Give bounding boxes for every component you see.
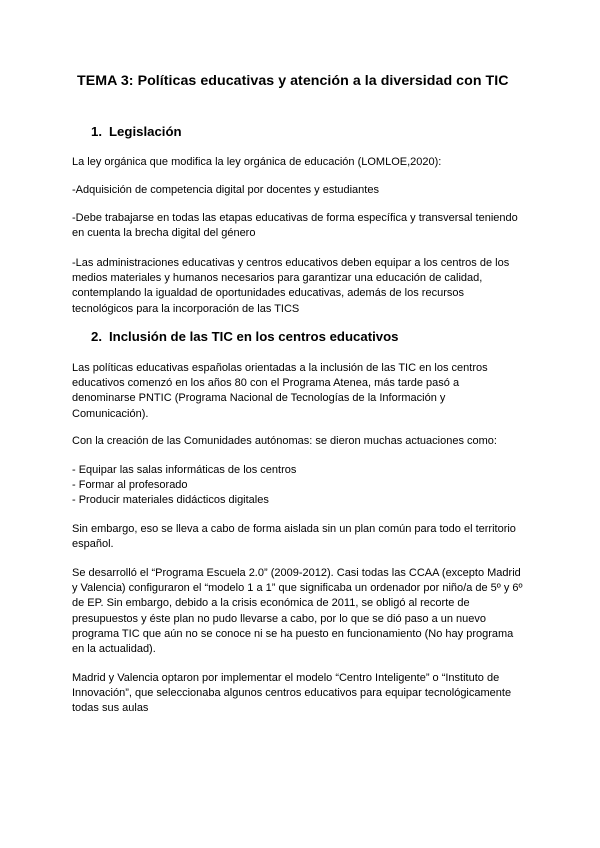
page-title: TEMA 3: Políticas educativas y atención a la diversidad con TIC: [77, 73, 509, 89]
text-line: Innovación”, que seleccionaba algunos centros educativos para equipar tecnológicamente: [72, 687, 512, 700]
text-line: español.: [72, 538, 114, 551]
text-line: presupuestos y éste plan no pudo llevarse a cabo, por lo que se dió paso a un nuevo: [72, 612, 487, 625]
text-line: La ley orgánica que modifica la ley orgánica de educación (LOMLOE,2020):: [72, 156, 442, 168]
section-number: 2.: [91, 329, 102, 344]
actions-list: [72, 463, 296, 509]
list-item: - Producir materiales didácticos digitales: [72, 494, 269, 507]
text-line: en cuenta la brecha digital del género: [72, 227, 256, 240]
section-number: 1.: [91, 124, 102, 139]
text-line: educativos comenzó en los años 80 con el Programa Atenea, más tarde pasó a: [72, 377, 460, 390]
text-line: -Adquisición de competencia digital por docentes y estudiantes: [72, 184, 379, 196]
paragraph-point-2: [72, 211, 532, 241]
text-line: contemplando la igualdad de oportunidades educativas, además de los recursos: [72, 287, 464, 300]
section-title: Legislación: [109, 124, 182, 139]
text-line: Madrid y Valencia optaron por implementar el modelo “Centro Inteligente” o “Instituto de: [72, 672, 500, 684]
text-line: Sin embargo, eso se lleva a cabo de forma aislada sin un plan común para todo el territorio: [72, 523, 516, 535]
paragraph-escuela-2-0: [72, 566, 532, 657]
paragraph-madrid-valencia: [72, 671, 532, 717]
text-line: Comunicación).: [72, 407, 149, 420]
text-line: todas sus aulas: [72, 702, 149, 715]
text-line: denominarse PNTIC (Programa Nacional de Tecnologías de la Información y: [72, 392, 446, 405]
text-line: tecnológicos para la incorporación de las TICS: [72, 302, 300, 315]
text-line: Con la creación de las Comunidades autónomas: se dieron muchas actuaciones como:: [72, 435, 497, 447]
list-item: - Formar al profesorado: [72, 479, 188, 492]
paragraph-comunidades: [72, 434, 532, 449]
section-heading-inclusion: [91, 329, 398, 344]
paragraph-point-1: [72, 183, 532, 198]
text-line: Las políticas educativas españolas orientadas a la inclusión de las TIC en los centros: [72, 362, 488, 374]
text-line: en la actualidad).: [72, 643, 156, 656]
section-heading-legislacion: [91, 124, 182, 139]
section-title: Inclusión de las TIC en los centros educativos: [109, 329, 399, 344]
text-line: medios materiales y humanos necesarios para garantizar una educación de calidad,: [72, 272, 483, 285]
text-line: y Valencia) configuraron el “modelo 1 a 1” que significaba un ordenador por niño/a de 5º y 6º: [72, 582, 523, 595]
paragraph-intro: [72, 155, 532, 170]
paragraph-atenea: [72, 361, 532, 422]
text-line: de EP. Sin embargo, debido a la crisis económica de 2011, se obligó al recorte de: [72, 597, 470, 610]
text-line: -Las administraciones educativas y centros educativos deben equipar a los centros de los: [72, 257, 510, 269]
text-line: Se desarrolló el “Programa Escuela 2.0” (2009-2012). Casi todas las CCAA (excepto Madrid: [72, 567, 521, 579]
paragraph-point-3: [72, 256, 532, 317]
text-line: -Debe trabajarse en todas las etapas educativas de forma específica y transversal teniendo: [72, 212, 518, 224]
text-line: programa TIC que aún no se conoce ni se ha puesto en funcionamiento (No hay programa: [72, 627, 514, 640]
paragraph-sin-embargo: [72, 522, 532, 552]
list-item: - Equipar las salas informáticas de los centros: [72, 464, 297, 476]
